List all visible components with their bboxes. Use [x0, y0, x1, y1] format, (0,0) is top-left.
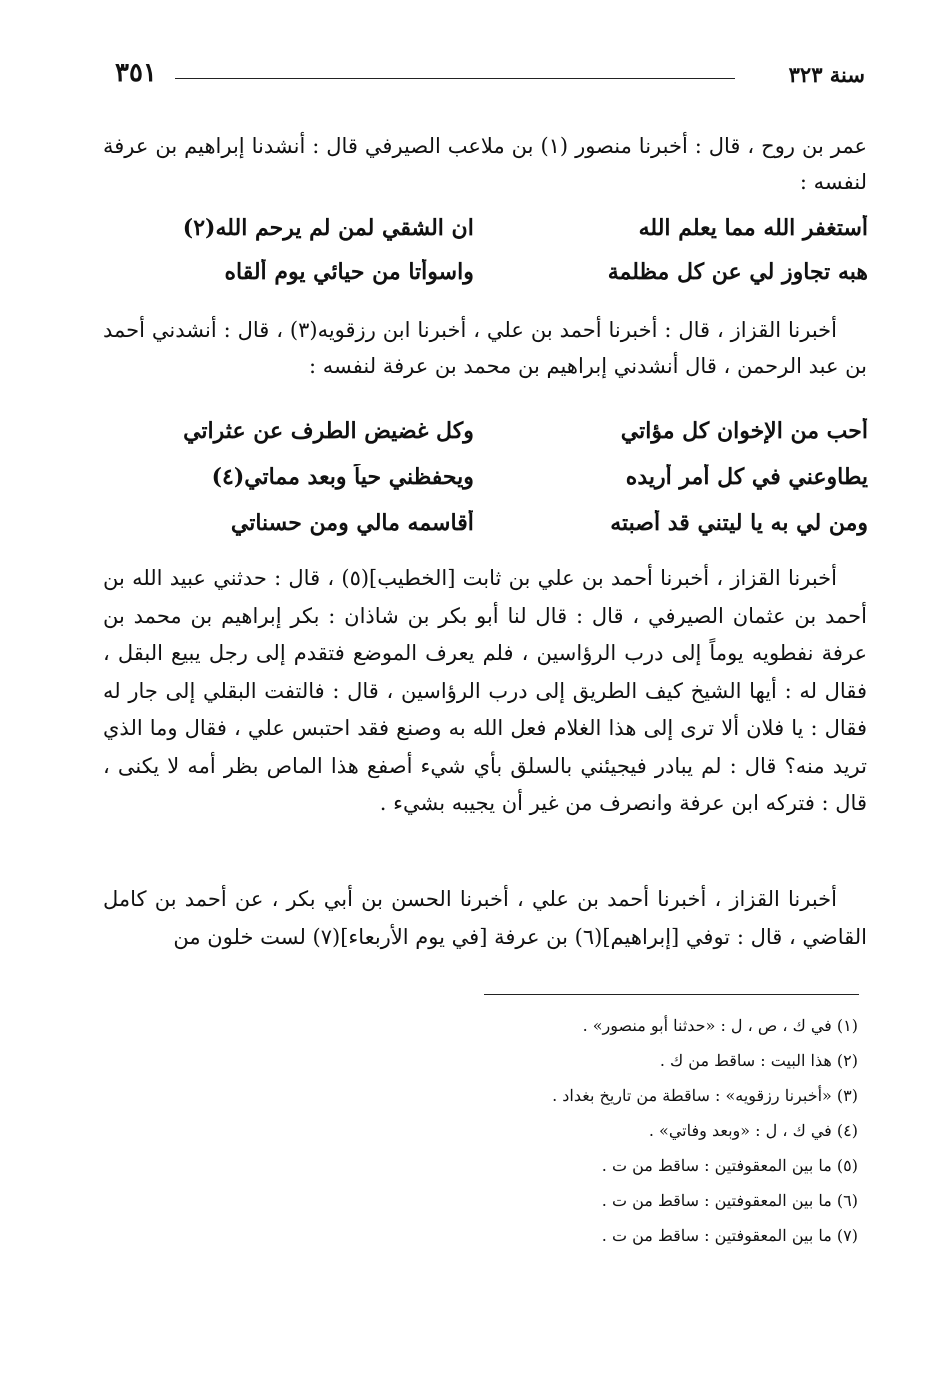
poem-2-verse-1	[110, 408, 868, 454]
paragraph-3: أخبرنا القزاز ، أخبرنا أحمد بن علي بن ثابت [الخطيب](٥) ، قال : حدثني عبيد الله بن أحمد بن عثمان الصيرفي ، قال : قال لنا أبو بكر بن شاذان : بكر إبراهيم بن محمد بن عرفة نفطويه يوماً إلى درب الرؤاسين ، فلم يعرف الموضع فتقدم إلى رجل يبيع البقل ، فقال له : أيها الشيخ كيف الطريق إلى درب الرؤاسين ، قال : فالتفت البقلي إلى جار له فقال : يا فلان ألا ترى إلى هذا الغلام فعل الله به وصنع فقد احتبس علي ، فقال وما الذي تريد منه؟ قال : لم يبادر فيجيئني بالسلق بأي شيء أصفع هذا الماص بظر أمه لا يكنى ، قال : فتركه ابن عرفة وانصرف من غير أن يجيبه بشيء .	[103, 566, 867, 815]
footnote-3: (٣) «أخبرنا رزقويه» : ساقطة من تاريخ بغداد .	[552, 1086, 858, 1105]
paragraph-4: أخبرنا القزاز ، أخبرنا أحمد بن علي ، أخبرنا الحسن بن أبي بكر ، عن أحمد بن كامل القاضي ، قال : توفي [إبراهيم](٦) بن عرفة [في يوم الأربعاء](٧) لست خلون من	[103, 887, 867, 949]
hemistich-right: أحب من الإخوان كل مؤاتي	[620, 418, 868, 444]
footnote-7: (٧) ما بين المعقوفتين : ساقط من ت .	[601, 1226, 858, 1245]
page-header	[115, 58, 865, 98]
hemistich-right: هبه تجاوز لي عن كل مظلمة	[607, 259, 868, 285]
footnote-5: (٥) ما بين المعقوفتين : ساقط من ت .	[601, 1156, 858, 1175]
footnotes	[400, 1008, 858, 1253]
poem-1-verse-1	[110, 206, 868, 250]
poem-2-verse-3	[110, 500, 868, 546]
footnote-4: (٤) في ك ، ل : «وبعد وفاتي» .	[648, 1121, 858, 1140]
footnote-2: (٢) هذا البيت : ساقط من ك .	[659, 1051, 858, 1070]
footnote-separator	[484, 994, 859, 995]
hemistich-right: يطاوعني في كل أمر أريده	[625, 464, 868, 490]
hemistich-left: واسوأتا من حيائي يوم ألقاه	[224, 259, 474, 285]
hemistich-left: وكل غضيض الطرف عن عثراتي	[183, 418, 474, 444]
poem-2-verse-2	[110, 454, 868, 500]
hemistich-left: ان الشقي لمن لم يرحم الله(٢)	[182, 215, 474, 241]
poem-1	[110, 206, 868, 294]
hemistich-left: أقاسمه مالي ومن حسناتي	[230, 510, 474, 536]
header-year: سنة ٣٢٣	[788, 62, 865, 87]
hemistich-right: ومن لي به يا ليتني قد أصبته	[610, 510, 868, 536]
poem-1-verse-2	[110, 250, 868, 294]
header-rule	[175, 78, 735, 79]
paragraph-2: أخبرنا القزاز ، قال : أخبرنا أحمد بن علي ، أخبرنا ابن رزقويه(٣) ، قال : أنشدني أحمد بن عبد الرحمن ، قال أنشدني إبراهيم بن محمد بن عرفة لنفسه :	[103, 318, 867, 378]
poem-2	[110, 408, 868, 546]
paragraph-1: عمر بن روح ، قال : أخبرنا منصور (١) بن ملاعب الصيرفي قال : أنشدنا إبراهيم بن عرفة لنفسه :	[103, 134, 867, 194]
footnote-6: (٦) ما بين المعقوفتين : ساقط من ت .	[601, 1191, 858, 1210]
footnote-1: (١) في ك ، ص ، ل : «حدثنا أبو منصور» .	[582, 1016, 858, 1035]
page-number: ٣٥١	[115, 58, 157, 88]
hemistich-left: ويحفظني حياً وبعد مماتي(٤)	[211, 464, 474, 490]
hemistich-right: أستغفر الله مما يعلم الله	[638, 215, 868, 241]
